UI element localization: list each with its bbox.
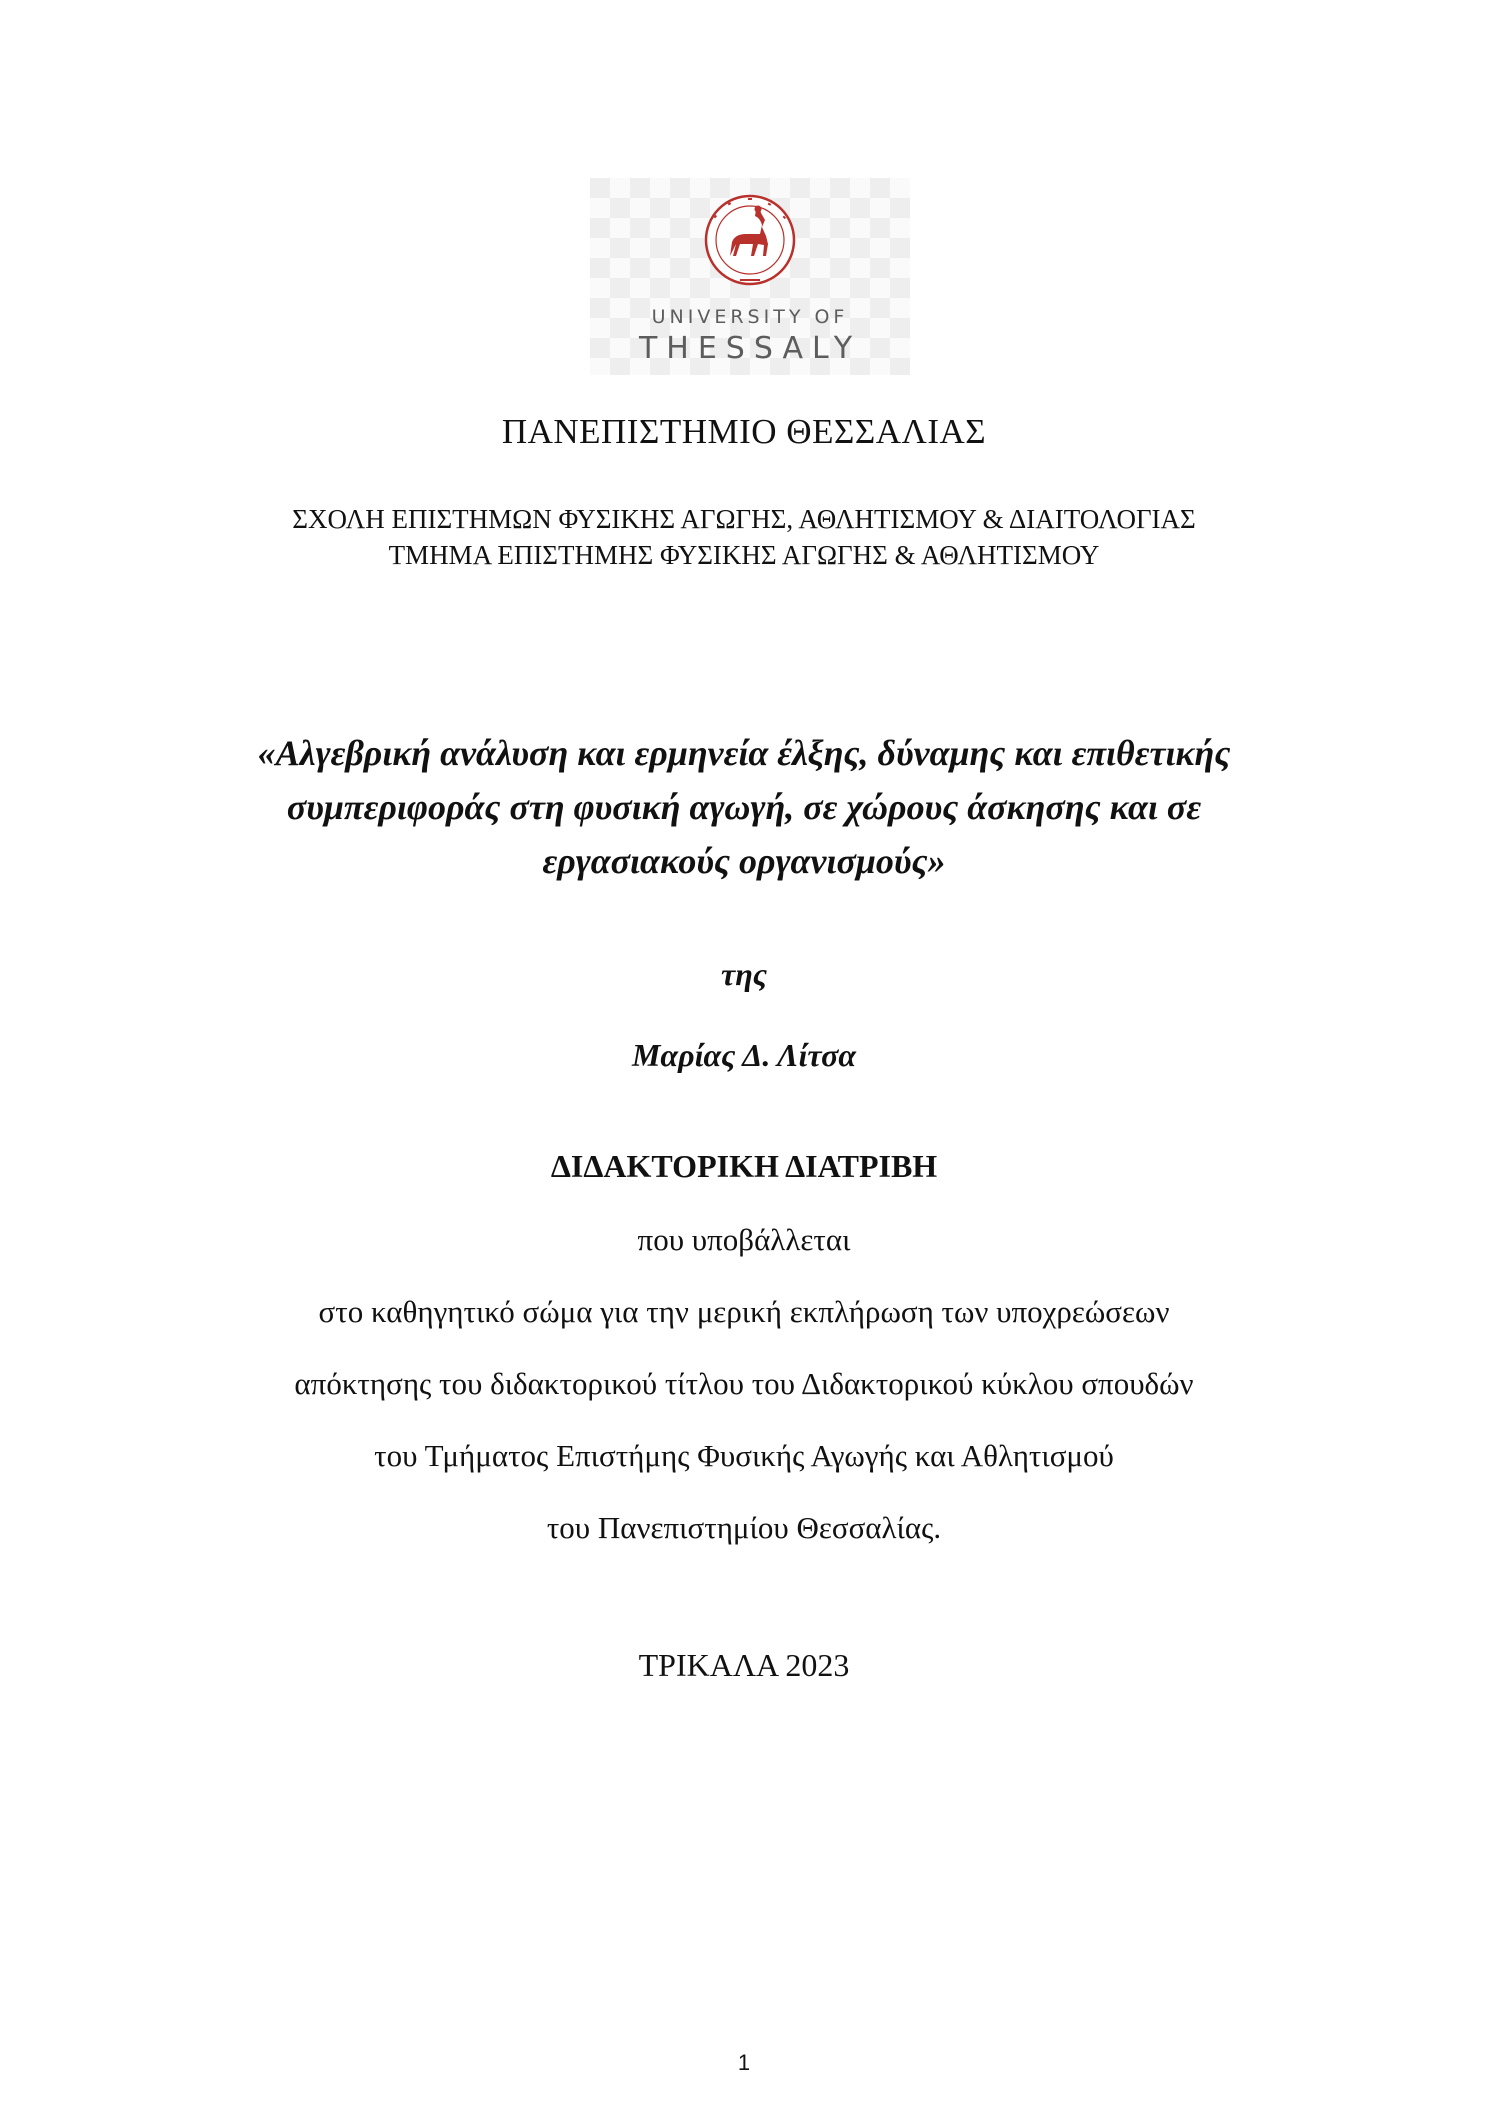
school-name: ΣΧΟΛΗ ΕΠΙΣΤΗΜΩΝ ΦΥΣΙΚΗΣ ΑΓΩΓΗΣ, ΑΘΛΗΤΙΣΜΟΥ & ΔΙΑΙΤΟΛΟΓΙΑΣ bbox=[292, 504, 1196, 534]
submission-line: του Πανεπιστημίου Θεσσαλίας. bbox=[546, 1510, 942, 1545]
submission-line: απόκτησης του διδακτορικού τίτλου του Διδακτορικού κύκλου σπουδών bbox=[294, 1366, 1194, 1401]
centaur-seal-icon bbox=[706, 196, 794, 284]
thesis-title-line: συμπεριφοράς στη φυσική αγωγή, σε χώρους άσκησης και σε bbox=[286, 787, 1202, 827]
place-year: ΤΡΙΚΑΛΑ 2023 bbox=[638, 1647, 850, 1683]
by-label: της bbox=[720, 956, 768, 992]
thesis-title bbox=[0, 726, 1488, 888]
university-name: ΠΑΝΕΠΙΣΤΗΜΙΟ ΘΕΣΣΑΛΙΑΣ bbox=[501, 412, 987, 451]
submission-line: στο καθηγητικό σώμα για την μερική εκπλήρωση των υποχρεώσεων bbox=[318, 1294, 1170, 1329]
page-number: 1 bbox=[737, 2050, 751, 2075]
thesis-title-line: «Αλγεβρική ανάλυση και ερμηνεία έλξης, δύναμης και επιθετικής bbox=[257, 733, 1231, 773]
submission-line: που υποβάλλεται bbox=[637, 1222, 851, 1257]
thesis-type: ΔΙΔΑΚΤΟΡΙΚΗ ΔΙΑΤΡΙΒΗ bbox=[550, 1148, 938, 1184]
logo-text-university-of: UNIVERSITY OF bbox=[651, 306, 849, 328]
logo-text-thessaly: THESSALY bbox=[638, 331, 862, 366]
thesis-title-line: εργασιακούς οργανισμούς» bbox=[542, 841, 946, 881]
author-name: Μαρίας Δ. Λίτσα bbox=[631, 1037, 857, 1073]
submission-line: του Τμήματος Επιστήμης Φυσικής Αγωγής και Αθλητισμού bbox=[374, 1438, 1114, 1473]
department-name: ΤΜΗΜΑ ΕΠΙΣΤΗΜΗΣ ΦΥΣΙΚΗΣ ΑΓΩΓΗΣ & ΑΘΛΗΤΙΣΜΟΥ bbox=[388, 540, 1100, 570]
university-logo bbox=[590, 178, 910, 375]
